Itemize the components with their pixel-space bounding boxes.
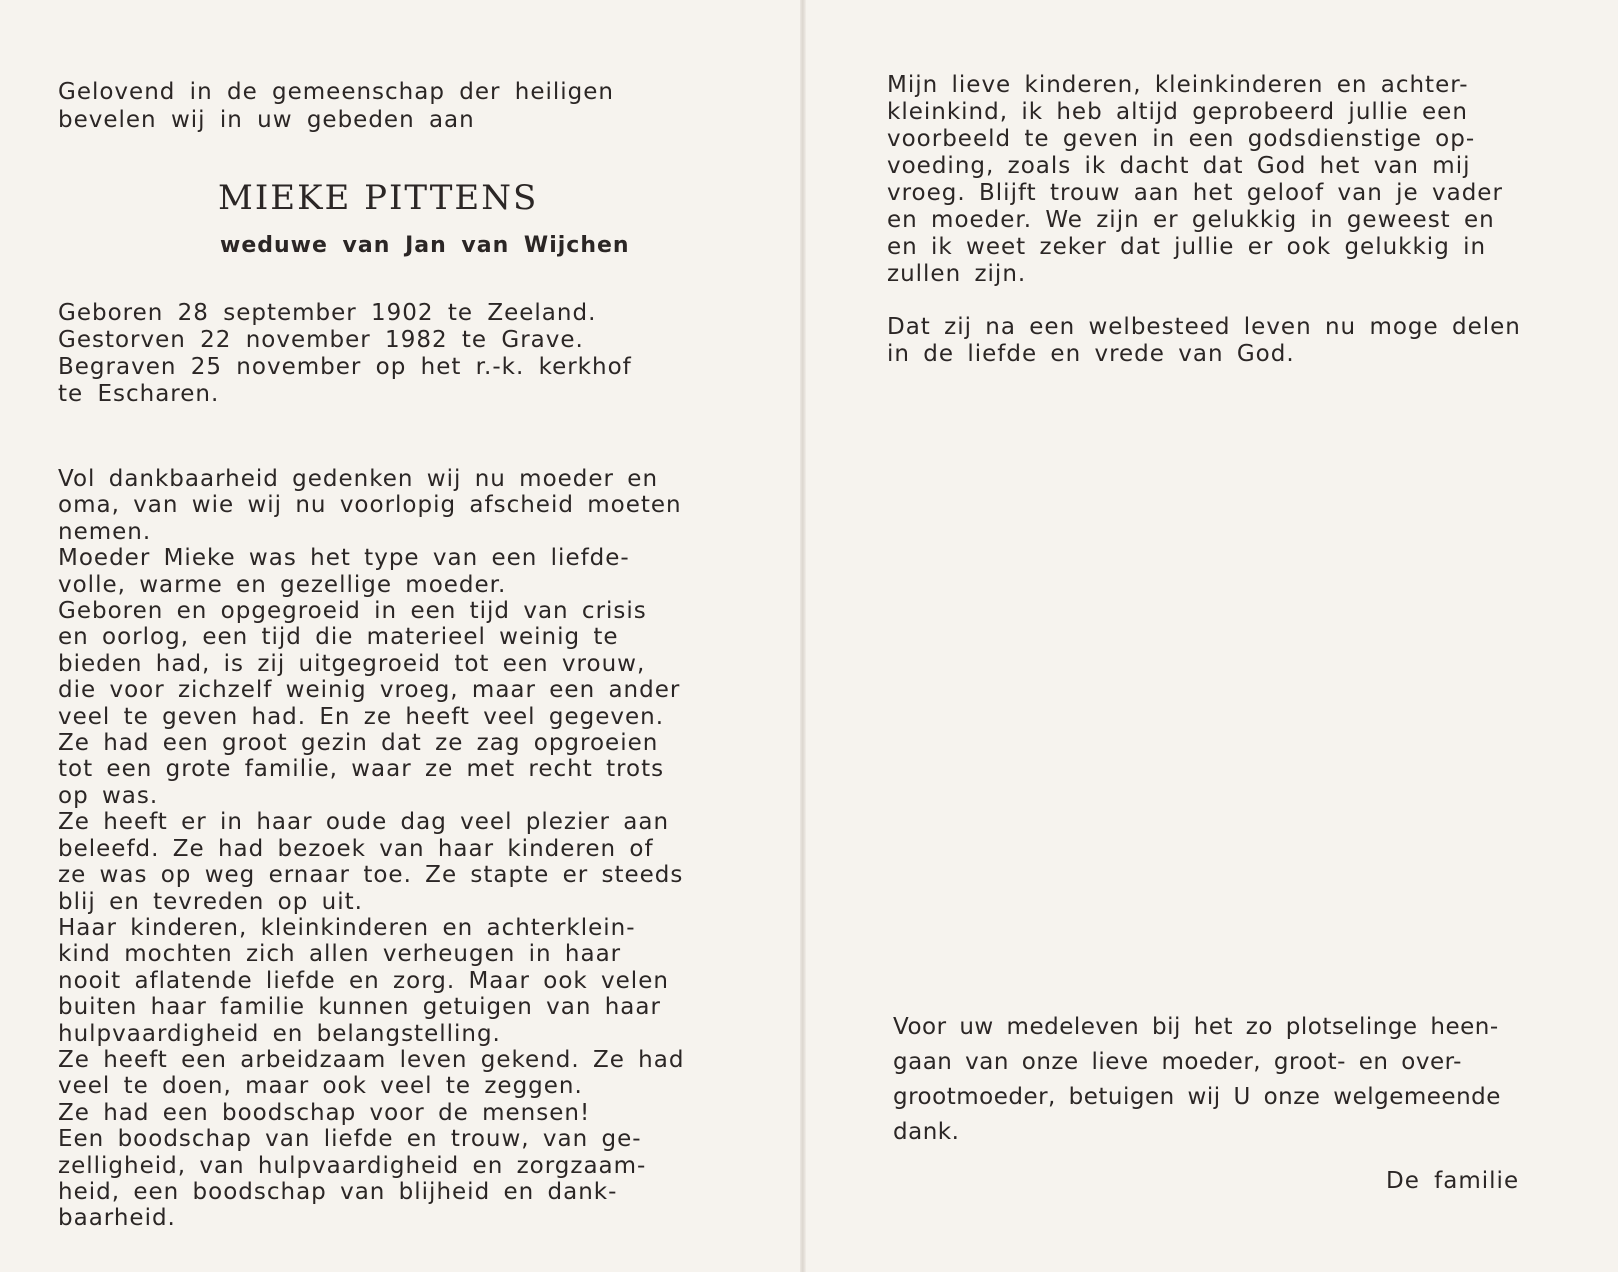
prayer-line: Dat zij na een welbesteed leven nu moge delen [887, 314, 1521, 340]
thanks-line: gaan van onze lieve moeder, groot- en over- [893, 1049, 1462, 1075]
tribute-line: nooit aflatende liefde en zorg. Maar ook velen [58, 967, 669, 994]
tribute-line: Ze heeft een arbeidzaam leven gekend. Ze had [58, 1046, 685, 1073]
life-facts [58, 300, 708, 408]
right-panel [887, 72, 1537, 368]
message-line: voorbeeld te geven in een godsdienstige op- [887, 126, 1476, 152]
tribute-line: zelligheid, van hulpvaardigheid en zorgzaam- [58, 1152, 647, 1179]
left-panel [58, 78, 708, 1232]
tribute-line: Ze heeft er in haar oude dag veel plezier aan [58, 809, 670, 836]
tribute-line: Moeder Mieke was het type van een liefde- [58, 545, 630, 572]
burial-place-line: te Escharen. [58, 381, 220, 407]
tribute-line: Ze had een boodschap voor de mensen! [58, 1099, 591, 1126]
tribute-line: ze was op weg ernaar toe. Ze stapte er steeds [58, 862, 684, 889]
thanks-note [893, 1010, 1543, 1150]
prayer-line: in de liefde en vrede van God. [887, 341, 1295, 367]
tribute-line: Geboren en opgegroeid in een tijd van crisis [58, 598, 647, 625]
tribute-line: bieden had, is zij uitgegroeid tot een vrouw, [58, 650, 646, 677]
message-line: kleinkind, ik heb altijd geprobeerd jullie een [887, 99, 1468, 125]
intro-line: Gelovend in de gemeenschap der heiligen [58, 79, 615, 105]
intro-line: bevelen wij in uw gebeden aan [58, 107, 475, 133]
message-line: voeding, zoals ik dacht dat God het van mij [887, 153, 1471, 179]
tribute-line: op was. [58, 782, 159, 809]
message-line: Mijn lieve kinderen, kleinkinderen en achter- [887, 72, 1469, 98]
tribute-line: buiten haar familie kunnen getuigen van haar [58, 994, 661, 1021]
deceased-name: MIEKE PITTENS [218, 178, 539, 218]
card-fold [800, 0, 806, 1272]
widow-of-subtitle: weduwe van Jan van Wijchen [220, 233, 630, 258]
message-line: en ik weet zeker dat jullie er ook gelukkig in [887, 234, 1487, 260]
tribute-line: tot een grote familie, waar ze met recht trots [58, 756, 665, 783]
thanks-line: dank. [893, 1119, 960, 1145]
tribute-line: kind mochten zich allen verheugen in haar [58, 941, 622, 968]
thanks-line: grootmoeder, betuigen wij U onze welgemeende [893, 1084, 1501, 1110]
tribute-line: hulpvaardigheid en belangstelling. [58, 1020, 501, 1047]
message-line: vroeg. Blijft trouw aan het geloof van je vader [887, 180, 1503, 206]
prayer [887, 314, 1537, 368]
personal-message [887, 72, 1537, 288]
tribute-line: die voor zichzelf weinig vroeg, maar een ander [58, 677, 681, 704]
tribute-line: beleefd. Ze had bezoek van haar kinderen of [58, 835, 654, 862]
death-line: Gestorven 22 november 1982 te Grave. [58, 327, 584, 353]
tribute-line: Een boodschap van liefde en trouw, van ge- [58, 1126, 642, 1153]
tribute-line: Ze had een groot gezin dat ze zag opgroeien [58, 730, 659, 757]
burial-line: Begraven 25 november op het r.-k. kerkhof [58, 354, 632, 380]
tribute-line: Vol dankbaarheid gedenken wij nu moeder en [58, 466, 659, 492]
tribute-line: blij en tevreden op uit. [58, 888, 363, 915]
tribute-line: Haar kinderen, kleinkinderen en achterklein- [58, 914, 636, 941]
tribute-text [58, 466, 708, 1232]
tribute-line: volle, warme en gezellige moeder. [58, 571, 507, 598]
birth-line: Geboren 28 september 1902 te Zeeland. [58, 300, 597, 326]
tribute-line: heid, een boodschap van blijheid en dank- [58, 1178, 618, 1205]
message-line: en moeder. We zijn er gelukkig in geweest en [887, 207, 1495, 233]
tribute-line: nemen. [58, 518, 152, 545]
tribute-line: baarheid. [58, 1205, 176, 1232]
message-line: zullen zijn. [887, 261, 1027, 287]
tribute-line: oma, van wie wij nu voorlopig afscheid moeten [58, 492, 682, 519]
family-signature: De familie [1386, 1168, 1520, 1194]
tribute-line: veel te geven had. En ze heeft veel gegeven. [58, 703, 665, 730]
thanks-line: Voor uw medeleven bij het zo plotselinge heen- [893, 1014, 1499, 1040]
tribute-line: en oorlog, een tijd die materieel weinig te [58, 624, 619, 651]
tribute-line: veel te doen, maar ook veel te zeggen. [58, 1073, 583, 1100]
